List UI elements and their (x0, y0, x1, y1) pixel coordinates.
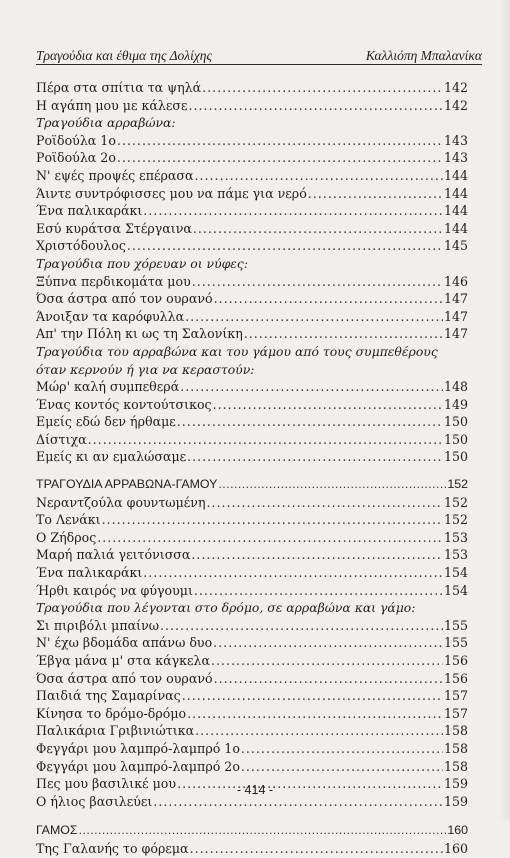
dot-leader (195, 722, 443, 740)
toc-page-number: 144 (443, 185, 468, 201)
toc-page-number: 158 (443, 740, 468, 756)
toc-entry-title: Ο ήλιος βασιλεύει (36, 793, 153, 809)
toc-page-number: 143 (443, 132, 468, 148)
toc-entry-title: Ξύπνα περδικομάτα μου (36, 273, 191, 289)
toc-page-number: 146 (443, 273, 468, 289)
toc-subheading: Τραγούδια του αρραβώνα και του γάμου από τους συμπεθέρους όταν κερνούν ή για να κεραστούν: (36, 343, 438, 377)
toc-entry (36, 290, 468, 308)
toc-page-number: 157 (443, 688, 468, 704)
dot-leader (192, 273, 443, 291)
toc-entry (36, 670, 468, 688)
toc-entry-title: Μώρ' καλή συμπεθερά (36, 379, 180, 395)
toc-entry-title: Ο Ζήδρος (36, 529, 97, 545)
toc-entry-title: Παλικάρια Γριβινιώτικα (36, 723, 195, 739)
toc-page-number: 154 (443, 565, 468, 581)
dot-leader (143, 564, 443, 582)
toc-entry (36, 564, 468, 582)
toc-entry (36, 494, 468, 512)
toc-page-number: 159 (443, 793, 468, 809)
toc-entry (36, 529, 468, 547)
dot-leader (190, 840, 443, 858)
toc-entry (36, 273, 468, 291)
dot-leader (241, 740, 443, 758)
page-number: - 414 - (236, 783, 274, 797)
toc-subheading: Τραγούδια αρραβώνα: (36, 115, 176, 131)
toc-entry-title: Ν' έχω βδομάδα απάνω δυο (36, 635, 213, 651)
toc-entry-title: Ροϊδούλα 1ο (36, 132, 116, 148)
header-author: Καλλιόπη Μπαλανίκα (365, 48, 482, 63)
toc-entry-title: Νεραντζούλα φουντωμένη (36, 494, 206, 510)
toc-page-number: 150 (443, 449, 468, 465)
toc-entry-title: Το Λενάκι (36, 512, 101, 528)
toc-entry (36, 185, 468, 203)
toc-entry (36, 582, 468, 600)
dot-leader (189, 97, 443, 115)
toc-entry (36, 325, 468, 343)
toc-entry-title: Απ' την Πόλη κι ως τη Σαλονίκη (36, 326, 243, 342)
toc-page-number: 152 (447, 477, 468, 492)
toc-entry-title: Της Γαλανής το φόρεμα (36, 840, 189, 856)
toc-entry (36, 431, 468, 449)
toc-page-number: 160 (447, 823, 468, 838)
toc-section-title: ΤΡΑΓΟΥΔΙΑ ΑΡΡΑΒΩΝΑ-ΓΑΜΟΥ (36, 477, 218, 492)
toc-page-number: 150 (443, 414, 468, 430)
dot-leader (143, 202, 443, 220)
dot-leader (180, 378, 443, 396)
toc-section-row (36, 476, 468, 494)
toc-entry-title: Έβγα μάνα μ' στα κάγκελα (36, 653, 211, 668)
toc-subheading: Τραγούδια που λέγονται στο δρόμο, σε αρραβώνα και γάμο: (36, 600, 416, 616)
toc-entry-title: Σι πιριβόλι μπαίνω (36, 617, 160, 633)
toc-entry-title: Εμείς κι αν εμαλώσαμε (36, 449, 187, 465)
toc-entry (36, 617, 468, 635)
toc-page-number: 150 (443, 431, 468, 447)
header-book-title: Τραγούδια και έθιμα της Δολίχης (36, 48, 212, 63)
toc-entry (36, 546, 468, 564)
toc-entry (36, 97, 468, 115)
dot-leader (241, 758, 443, 776)
toc-page-number: 152 (443, 494, 468, 510)
toc-entry-title: Παιδιά της Σαμαρίνας (36, 688, 181, 704)
toc-section-row (36, 822, 468, 840)
toc-entry (36, 758, 468, 776)
toc-page-number: 153 (443, 529, 468, 545)
dot-leader (187, 705, 443, 723)
header-rule (36, 64, 482, 65)
dot-leader (211, 652, 443, 670)
toc-page-number: 147 (443, 291, 468, 307)
toc-entry-title: Άνοιξαν τα καρόφυλλα (36, 308, 185, 324)
dot-leader (218, 476, 446, 494)
toc-entry (36, 634, 468, 652)
dot-leader (194, 582, 443, 600)
toc-entry-title: Φεγγάρι μου λαμπρό-λαμπρό 2ο (36, 758, 240, 774)
dot-leader (244, 325, 443, 343)
toc-page-number: 142 (443, 97, 468, 113)
dot-leader (193, 220, 443, 238)
toc-page-number: 149 (443, 396, 468, 412)
toc-page-number: 143 (443, 150, 468, 166)
toc-page-number: 147 (443, 326, 468, 342)
toc-entry (36, 308, 468, 326)
dot-leader (88, 431, 443, 449)
toc-page-number: 147 (443, 308, 468, 324)
toc-entry-title: Άιντε συντρόφισσες μου να πάμε για νερό (36, 185, 307, 201)
toc-page-number: 159 (443, 776, 468, 792)
dot-leader (117, 132, 443, 150)
dot-leader (79, 822, 447, 840)
toc-page-number: 145 (443, 238, 468, 254)
toc-entry (36, 132, 468, 150)
table-of-contents (36, 79, 468, 858)
toc-entry (36, 705, 468, 723)
toc-entry (36, 237, 468, 255)
toc-page-number: 160 (443, 840, 468, 856)
toc-entry-title: Πες μου βασιλικέ μου (36, 776, 177, 792)
toc-entry (36, 79, 468, 97)
toc-entry-title: Πέρα στα σπίτια τα ψηλά (36, 80, 202, 95)
toc-entry-title: Μαρή παλιά γειτόνισσα (36, 547, 191, 563)
toc-entry (36, 687, 468, 705)
toc-page-number: 158 (443, 758, 468, 774)
toc-entry (36, 149, 468, 167)
toc-entry (36, 652, 468, 670)
toc-page-number: 144 (443, 167, 468, 183)
toc-page-number: 144 (443, 203, 468, 219)
dot-leader (182, 687, 443, 705)
toc-spacer (36, 466, 468, 476)
dot-leader (117, 149, 443, 167)
toc-entry (36, 840, 468, 858)
toc-entry (36, 378, 468, 396)
dot-leader (213, 634, 443, 652)
dot-leader (214, 670, 443, 688)
toc-entry (36, 722, 468, 740)
dot-leader (97, 529, 443, 547)
toc-page-number: 155 (443, 617, 468, 633)
toc-entry-title: Ροϊδούλα 2ο (36, 150, 116, 166)
toc-page-number: 153 (443, 547, 468, 563)
toc-entry-title: Ένα παλικαράκι (36, 565, 143, 581)
toc-entry-title: Ένας κοντός κοντούτσικος (36, 396, 212, 412)
toc-page-number: 154 (443, 582, 468, 598)
toc-page-number: 156 (443, 653, 468, 668)
toc-section-title: ΓΑΜΟΣ (36, 823, 78, 838)
toc-entry-title: Ένα παλικαράκι (36, 203, 143, 219)
dot-leader (202, 79, 443, 97)
toc-page-number: 144 (443, 220, 468, 236)
toc-entry-title: Ήρθι καιρός να φύγουμι (36, 582, 193, 598)
dot-leader (187, 448, 443, 466)
toc-page-number: 156 (443, 670, 468, 686)
dot-leader (308, 185, 443, 203)
toc-entry-title: Κίνησα το δρόμο-δρόμο (36, 705, 187, 721)
toc-entry (36, 167, 468, 185)
toc-subheading: Τραγούδια που χόρευαν οι νύφες: (36, 255, 249, 271)
dot-leader (207, 494, 443, 512)
toc-entry-title: Εμείς εδώ δεν ήρθαμε (36, 414, 176, 430)
toc-page-number: 158 (443, 723, 468, 739)
toc-entry-title: Φεγγάρι μου λαμπρό-λαμπρό 1ο (36, 740, 240, 756)
toc-entry (36, 413, 468, 431)
dot-leader (127, 237, 443, 255)
toc-entry (36, 448, 468, 466)
page-edge-shadow (500, 0, 510, 821)
toc-page-number: 155 (443, 635, 468, 651)
dot-leader (177, 413, 443, 431)
toc-entry (36, 202, 468, 220)
dot-leader (102, 511, 443, 529)
toc-page-number: 142 (443, 80, 468, 95)
running-header (36, 44, 482, 64)
toc-entry-title: Χριστόδουλος (36, 238, 126, 254)
toc-entry-title: Όσα άστρα από τον ουρανό (36, 291, 213, 307)
toc-entry-title: Η αγάπη μου με κάλεσε (36, 97, 188, 113)
dot-leader (195, 167, 443, 185)
dot-leader (213, 396, 443, 414)
toc-entry (36, 740, 468, 758)
toc-page-number: 157 (443, 705, 468, 721)
dot-leader (191, 546, 443, 564)
toc-page-number: 152 (443, 512, 468, 528)
dot-leader (185, 308, 443, 326)
toc-entry-title: Όσα άστρα από τον ουρανό (36, 670, 213, 686)
toc-entry-title: Δίστιχα (36, 431, 87, 447)
toc-entry (36, 220, 468, 238)
toc-entry (36, 511, 468, 529)
dot-leader (160, 617, 443, 635)
toc-entry-title: Εσύ κυράτσα Στέργαινα (36, 220, 192, 236)
dot-leader (214, 290, 443, 308)
toc-entry (36, 396, 468, 414)
toc-page-number: 148 (443, 379, 468, 395)
toc-entry-title: Ν' εψές προψές επέρασα (36, 167, 194, 183)
